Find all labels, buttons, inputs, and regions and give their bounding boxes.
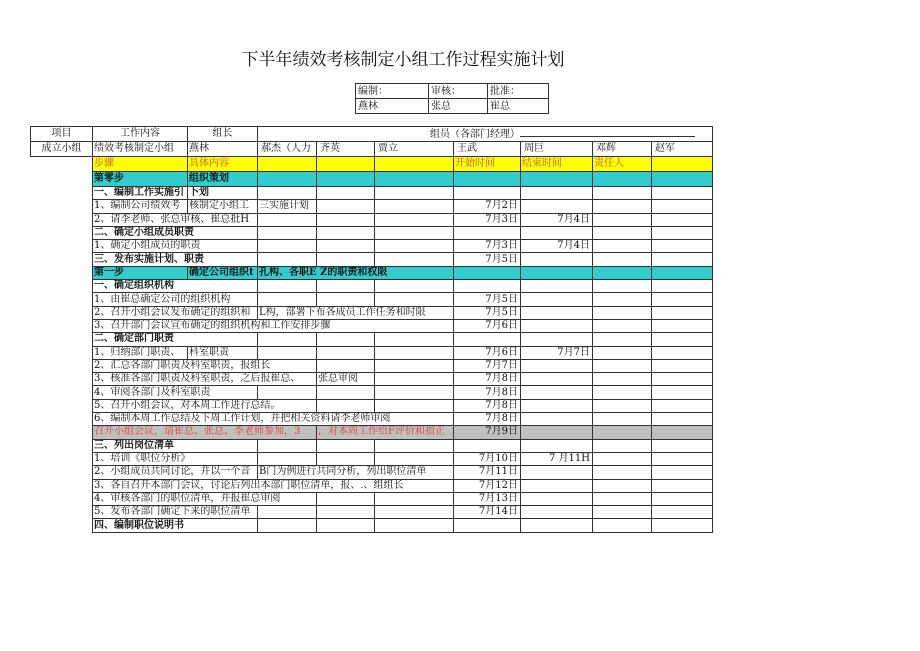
empty-cell: [593, 240, 652, 253]
empty-cell: [652, 466, 713, 479]
empty-cell: [317, 359, 375, 372]
empty-cell: [593, 466, 652, 479]
empty-cell: [31, 506, 93, 519]
column-header-row: [31, 157, 713, 172]
approval-label-row: [356, 84, 549, 99]
empty-cell: [375, 359, 454, 372]
empty-cell: [521, 413, 593, 426]
team-member: 郝杰（人力: [258, 142, 317, 157]
step-title-cont: 孔构、各职E Z的职责和权限: [258, 266, 454, 279]
section-row: [31, 333, 713, 346]
section-title: 二、确定小组成员职责: [93, 226, 258, 239]
empty-cell: [593, 306, 652, 319]
end-date: 7月4日: [521, 213, 593, 226]
empty-cell: [317, 253, 375, 266]
empty-cell: [375, 492, 454, 505]
plan-row: [31, 213, 713, 226]
empty-cell: [593, 200, 652, 213]
empty-cell: [317, 492, 375, 505]
members-underline: [520, 127, 695, 137]
task-text-cont: L构，部署下布各成员工作任务和时限: [258, 306, 454, 319]
empty-cell: [31, 386, 93, 399]
task-text: 2、汇总各部门职责及科室职责，报组长: [93, 359, 317, 372]
task-text: 2、召开小组会议发布确定的组织和: [93, 306, 258, 319]
section-title: 一、编制工作实施引: [93, 187, 188, 200]
empty-cell: [258, 506, 317, 519]
empty-cell: [375, 346, 454, 359]
approval-label-approved: 批准：: [488, 84, 549, 99]
empty-cell: [521, 373, 593, 386]
column-end: 结束时间: [521, 157, 593, 172]
empty-cell: [521, 359, 593, 372]
empty-cell: [521, 519, 593, 532]
empty-cell: [521, 187, 593, 200]
section-title: 三、列出岗位清单: [93, 439, 258, 452]
step-label: 第零步: [93, 172, 188, 187]
task-text: 3、召开部门会议宣布确定的组织机构和工作安排步骤: [93, 319, 454, 332]
plan-row: [31, 240, 713, 253]
empty-cell: [593, 519, 652, 532]
start-date: 7月3日: [454, 240, 521, 253]
empty-cell: [593, 439, 652, 452]
empty-cell: [258, 187, 317, 200]
empty-cell: [31, 399, 93, 412]
header-leader: 组长: [188, 127, 258, 142]
empty-cell: [317, 240, 375, 253]
empty-cell: [31, 306, 93, 319]
team-member: 王武: [454, 142, 521, 157]
empty-cell: [454, 439, 521, 452]
header-project: 项目: [31, 127, 93, 142]
empty-cell: [31, 346, 93, 359]
team-row: [31, 142, 713, 157]
task-text: 3、各自召开本部门会议，讨论后列出本部门职位清单，报、.、组组长: [93, 479, 454, 492]
empty-cell: [31, 333, 93, 346]
task-text: 2、请李老师、张总审核、崔总批H: [93, 213, 258, 226]
section-row: [31, 280, 713, 293]
approval-label-compiled: 编制：: [356, 84, 429, 99]
empty-cell: [652, 253, 713, 266]
empty-cell: [521, 172, 593, 187]
empty-cell: [521, 226, 593, 239]
task-text: 1、确定小组成员的职责: [93, 240, 258, 253]
plan-row: [31, 359, 713, 372]
empty-cell: [652, 319, 713, 332]
task-text-cont: 核制定小组工: [188, 200, 258, 213]
empty-cell: [521, 266, 593, 279]
start-date: 7月11日: [454, 466, 521, 479]
empty-cell: [31, 426, 93, 439]
start-date: 7月8日: [454, 399, 521, 412]
empty-cell: [652, 373, 713, 386]
start-date: 7月8日: [454, 413, 521, 426]
team-leader: 燕林: [188, 142, 258, 157]
empty-cell: [375, 240, 454, 253]
empty-cell: [317, 506, 375, 519]
start-date: 7月9日: [454, 426, 521, 439]
empty-cell: [258, 519, 317, 532]
empty-cell: [258, 386, 317, 399]
empty-cell: [258, 293, 317, 306]
empty-cell: [593, 479, 652, 492]
team-work-content: 绩效考核制定小组: [93, 142, 188, 157]
column-step: 步骤: [93, 157, 188, 172]
empty-cell: [317, 346, 375, 359]
approval-name-row: [356, 99, 549, 114]
team-member: 齐英: [317, 142, 375, 157]
task-text-cont: 张总审阅: [317, 373, 375, 386]
empty-cell: [521, 200, 593, 213]
empty-cell: [652, 492, 713, 505]
end-date: 7月7日: [521, 346, 593, 359]
plan-row: [31, 452, 713, 465]
start-date: 7月14日: [454, 506, 521, 519]
empty-cell: [317, 213, 375, 226]
plan-row: [31, 466, 713, 479]
header-members-label: 组员（各部门经理）: [430, 129, 520, 140]
empty-cell: [521, 439, 593, 452]
empty-cell: [31, 466, 93, 479]
task-text-cont: B门为例进行共同分析，列出职位清单: [258, 466, 454, 479]
plan-row: [31, 306, 713, 319]
section-row: [31, 439, 713, 452]
plan-row: [31, 386, 713, 399]
empty-cell: [317, 172, 375, 187]
section-row: [31, 253, 713, 266]
empty-cell: [31, 413, 93, 426]
end-date: 7月4日: [521, 240, 593, 253]
empty-cell: [593, 359, 652, 372]
empty-cell: [652, 213, 713, 226]
section-row: [31, 187, 713, 200]
empty-cell: [31, 479, 93, 492]
empty-cell: [258, 253, 317, 266]
section-row: [31, 519, 713, 532]
empty-cell: [258, 346, 317, 359]
page-title: 下半年绩效考核制定小组工作过程实施计划: [241, 50, 565, 70]
empty-cell: [652, 399, 713, 412]
empty-cell: [652, 413, 713, 426]
empty-cell: [375, 452, 454, 465]
empty-cell: [317, 226, 375, 239]
section-title: 四、编制职位说明书: [93, 519, 258, 532]
empty-cell: [31, 519, 93, 532]
empty-cell: [317, 452, 375, 465]
empty-cell: [593, 213, 652, 226]
section-title: 一、确定组织机构: [93, 280, 258, 293]
empty-cell: [31, 253, 93, 266]
team-member: 周巨: [521, 142, 593, 157]
empty-cell: [31, 293, 93, 306]
empty-cell: [593, 386, 652, 399]
empty-cell: [521, 333, 593, 346]
plan-row: [31, 319, 713, 332]
step-row: [31, 266, 713, 279]
task-text: 3、核准各部门职责及科室职责，之后报崔总、: [93, 373, 317, 386]
empty-cell: [454, 266, 521, 279]
empty-cell: [521, 293, 593, 306]
empty-cell: [317, 439, 375, 452]
empty-cell: [31, 280, 93, 293]
task-text: 1、培训《职位分析》: [93, 452, 258, 465]
approval-table: [355, 83, 549, 114]
team-member: 赵军: [652, 142, 713, 157]
task-text: 6、编制本周工作总结及下周工作计划，并把相关资料请李老师审阅: [93, 413, 454, 426]
step-label: 第一步: [93, 266, 188, 279]
empty-cell: [593, 187, 652, 200]
review-row: [31, 426, 713, 439]
plan-row: [31, 346, 713, 359]
empty-cell: [652, 426, 713, 439]
empty-cell: [521, 253, 593, 266]
task-text: 1、由崔总确定公司的组织机构: [93, 293, 258, 306]
plan-row: [31, 506, 713, 519]
empty-cell: [652, 346, 713, 359]
empty-cell: [521, 386, 593, 399]
empty-cell: [593, 506, 652, 519]
empty-cell: [31, 452, 93, 465]
empty-cell: [258, 172, 317, 187]
empty-cell: [593, 346, 652, 359]
empty-cell: [31, 172, 93, 187]
empty-cell: [454, 519, 521, 532]
plan-table: [30, 126, 713, 533]
empty-cell: [593, 373, 652, 386]
empty-cell: [317, 333, 375, 346]
header-row: [31, 127, 713, 142]
empty-cell: [258, 280, 317, 293]
task-text: 1、归纳部门职责、: [93, 346, 188, 359]
start-date: 7月13日: [454, 492, 521, 505]
empty-cell: [317, 293, 375, 306]
plan-row: [31, 200, 713, 213]
review-text-cont: ，对本周工作给F评价和指正: [317, 426, 454, 439]
empty-cell: [375, 439, 454, 452]
empty-cell: [454, 280, 521, 293]
task-text: 5、发布各部门确定下来的职位清单: [93, 506, 258, 519]
empty-cell: [652, 280, 713, 293]
plan-row: [31, 492, 713, 505]
empty-cell: [652, 172, 713, 187]
empty-cell: [593, 492, 652, 505]
empty-cell: [652, 187, 713, 200]
empty-cell: [593, 399, 652, 412]
start-date: 7月5日: [454, 293, 521, 306]
empty-cell: [375, 172, 454, 187]
empty-cell: [317, 519, 375, 532]
empty-cell: [652, 240, 713, 253]
empty-cell: [521, 319, 593, 332]
task-text: 5、召开小组会议，对本周工作进行总结。: [93, 399, 317, 412]
review-text: 召开小组会议，请崔总、张总、李老师参加，3: [93, 426, 317, 439]
section-title-cont: 卜划: [188, 187, 258, 200]
empty-cell: [31, 373, 93, 386]
column-start: 开始时间: [454, 157, 521, 172]
empty-cell: [652, 506, 713, 519]
start-date: 7月7日: [454, 359, 521, 372]
empty-cell: [652, 479, 713, 492]
empty-cell: [31, 240, 93, 253]
empty-cell: [375, 506, 454, 519]
empty-cell: [652, 293, 713, 306]
empty-cell: [593, 452, 652, 465]
empty-cell: [521, 426, 593, 439]
start-date: 7月3日: [454, 213, 521, 226]
plan-row: [31, 399, 713, 412]
empty-cell: [31, 319, 93, 332]
empty-cell: [31, 266, 93, 279]
empty-cell: [317, 399, 375, 412]
empty-cell: [521, 479, 593, 492]
empty-cell: [317, 157, 375, 172]
start-date: 7月2日: [454, 200, 521, 213]
empty-cell: [593, 413, 652, 426]
task-text: 4、审核各部门的职位清单，并报崔总审阅: [93, 492, 317, 505]
empty-cell: [258, 452, 317, 465]
empty-cell: [652, 226, 713, 239]
empty-cell: [258, 213, 317, 226]
empty-cell: [593, 293, 652, 306]
team-member: 邓辉: [593, 142, 652, 157]
task-text-cont: 科室职责: [188, 346, 258, 359]
empty-cell: [652, 386, 713, 399]
start-date: 7月6日: [454, 319, 521, 332]
approval-name-approver: 崔总: [488, 99, 549, 114]
empty-cell: [521, 492, 593, 505]
empty-cell: [375, 280, 454, 293]
empty-cell: [317, 200, 375, 213]
empty-cell: [521, 280, 593, 293]
empty-cell: [317, 386, 375, 399]
empty-cell: [521, 506, 593, 519]
start-date: 7月5日: [454, 306, 521, 319]
empty-cell: [652, 333, 713, 346]
empty-cell: [652, 306, 713, 319]
empty-cell: [652, 200, 713, 213]
empty-cell: [375, 200, 454, 213]
empty-cell: [375, 253, 454, 266]
empty-cell: [454, 172, 521, 187]
empty-cell: [317, 187, 375, 200]
empty-cell: [31, 200, 93, 213]
empty-cell: [317, 280, 375, 293]
empty-cell: [593, 253, 652, 266]
empty-cell: [258, 439, 317, 452]
header-members: [258, 127, 713, 142]
empty-cell: [454, 187, 521, 200]
plan-row: [31, 413, 713, 426]
empty-cell: [375, 333, 454, 346]
empty-cell: [375, 157, 454, 172]
empty-cell: [375, 519, 454, 532]
empty-cell: [31, 359, 93, 372]
task-text: 4、审阅各部门及科室职责: [93, 386, 258, 399]
task-text-cont: 三实施计划: [258, 200, 317, 213]
empty-cell: [454, 226, 521, 239]
step-row: [31, 172, 713, 187]
end-date: 7 月11H: [521, 452, 593, 465]
team-project: 成立小组: [31, 142, 93, 157]
empty-cell: [652, 439, 713, 452]
empty-cell: [593, 333, 652, 346]
empty-cell: [652, 519, 713, 532]
empty-cell: [521, 466, 593, 479]
empty-cell: [375, 399, 454, 412]
empty-cell: [31, 213, 93, 226]
empty-cell: [521, 399, 593, 412]
empty-cell: [652, 452, 713, 465]
empty-cell: [593, 226, 652, 239]
start-date: 7月6日: [454, 346, 521, 359]
start-date: 7月8日: [454, 373, 521, 386]
empty-cell: [258, 226, 317, 239]
empty-cell: [375, 213, 454, 226]
empty-cell: [31, 492, 93, 505]
column-owner: 责任人: [593, 157, 652, 172]
empty-cell: [593, 280, 652, 293]
section-title: 二、确定部门职责: [93, 333, 258, 346]
empty-cell: [375, 373, 454, 386]
section-row: [31, 226, 713, 239]
plan-row: [31, 293, 713, 306]
section-title: 三、发布实施计划、职责: [93, 253, 258, 266]
empty-cell: [652, 359, 713, 372]
empty-cell: [375, 293, 454, 306]
empty-cell: [31, 439, 93, 452]
empty-cell: [375, 386, 454, 399]
empty-cell: [521, 306, 593, 319]
header-work-content: 工作内容: [93, 127, 188, 142]
empty-cell: [652, 157, 713, 172]
empty-cell: [258, 240, 317, 253]
start-date: 7月10日: [454, 452, 521, 465]
column-detail: 具体内容: [188, 157, 258, 172]
empty-cell: [652, 266, 713, 279]
task-text: 1、编制公司绩效考: [93, 200, 188, 213]
empty-cell: [593, 319, 652, 332]
start-date: 7月8日: [454, 386, 521, 399]
empty-cell: [375, 226, 454, 239]
plan-row: [31, 373, 713, 386]
empty-cell: [31, 187, 93, 200]
empty-cell: [258, 333, 317, 346]
empty-cell: [593, 426, 652, 439]
empty-cell: [593, 172, 652, 187]
empty-cell: [258, 157, 317, 172]
empty-cell: [454, 333, 521, 346]
start-date: 7月5日: [454, 253, 521, 266]
empty-cell: [375, 187, 454, 200]
plan-row: [31, 479, 713, 492]
empty-cell: [31, 157, 93, 172]
step-title: 确定公司组织t: [188, 266, 258, 279]
step-title: 组织策划: [188, 172, 258, 187]
team-member: 贾立: [375, 142, 454, 157]
start-date: 7月12日: [454, 479, 521, 492]
task-text: 2、小组成员共同讨论，并以一个音: [93, 466, 258, 479]
empty-cell: [593, 266, 652, 279]
empty-cell: [31, 226, 93, 239]
approval-label-reviewed: 审核：: [429, 84, 488, 99]
approval-name-compiler: 燕林: [356, 99, 429, 114]
approval-name-reviewer: 张总: [429, 99, 488, 114]
